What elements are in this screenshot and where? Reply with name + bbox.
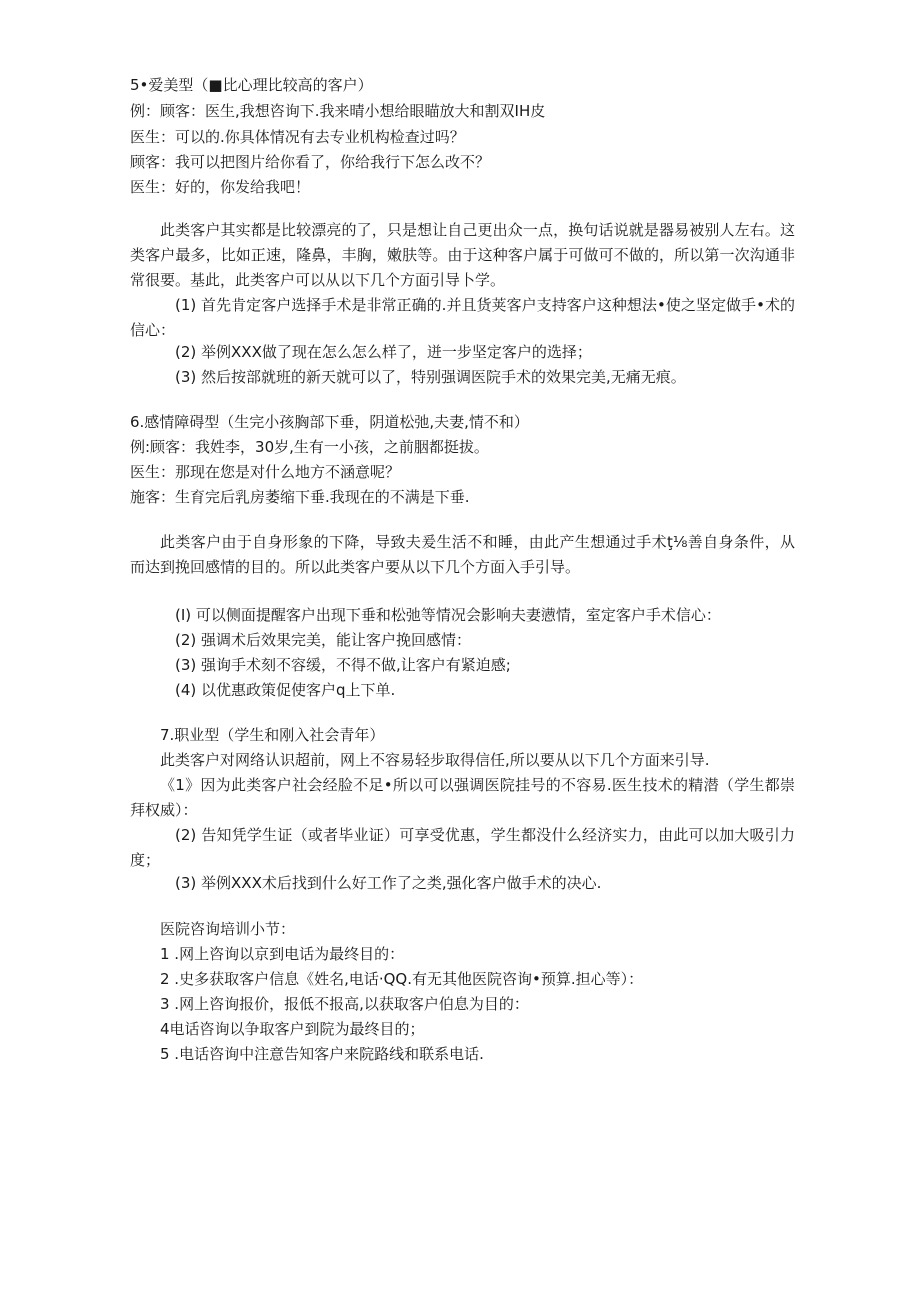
section-6-point: (4) 以优惠政策促使客户q上下单. (175, 681, 396, 699)
section-5-dialog-line: 顾客：我可以把图片给你看了，你给我行下怎么改不？ (130, 153, 491, 171)
section-5-dialog-line: 医生：可以的.你具体情况有去专业机构检查过吗？ (130, 128, 465, 146)
section-6-point: (3) 强询手术刻不容缓，不得不做,让客户有紧迫感; (175, 656, 511, 674)
section-5-point: (3) 然后按部就班的新天就可以了，特别强调医院手术的效果完美,无痛无痕。 (175, 368, 686, 386)
summary-item: 4电话咨询以争取客户到院为最终目的； (160, 1020, 425, 1038)
section-7-point: 《1》因为此类客户社会经脸不足•所以可以强调医院挂号的不容易.医生技术的精潜（学生都崇拜权威）： (130, 776, 795, 819)
section-5-dialog-line: 例：顾客：医生,我想咨询下.我来晴小想给眼瞄放大和割双IH皮 (130, 102, 546, 120)
section-6-dialog-line: 医生：那现在您是对什么地方不涵意呢？ (130, 463, 401, 481)
section-7-point: (3) 举例XXX术后找到什么好工作了之类,强化客户做手术的决心. (175, 874, 602, 892)
section-6-point: (2) 强调术后效果完美，能让客户挽回感情： (175, 631, 472, 649)
section-5-heading: 5•爱美型（■比心理比较高的客户） (130, 76, 373, 94)
section-6-dialog-line: 施客：生育完后乳房萎缩下垂.我现在的不满是下垂. (130, 488, 470, 506)
summary-item: 2 .史多获取客户信息《姓名,电话·QQ.有无其他医院咨询•预算.担心等）： (160, 970, 644, 988)
summary-item: 5 .电话咨询中注意告知客户来院路线和联系电话. (160, 1045, 484, 1063)
summary-item: 1 .网上咨询以京到电话为最终目的： (160, 945, 405, 963)
section-5-dialog-line: 医生：好的，你发给我吧！ (130, 178, 311, 196)
summary-heading: 医院咨询培训小节： (160, 920, 296, 938)
section-5-paragraph: 此类客户其实都是比较漂亮的了，只是想让自己更出众一点，换句话说就是器易被别人左右。这类客户最多，比如正速，隆鼻，丰胸，嫩肤等。由于这种客户属于可做可不做的，所以第一次沟通非常很要。基此，此类客户可以从以下几个方面引导卜学。 (130, 221, 795, 289)
section-7-heading: 7.职业型（学生和刚入社会青年） (160, 726, 385, 744)
summary-item: 3 .网上咨询报价，报低不报高,以获取客户伯息为目的： (160, 995, 529, 1013)
section-5-point: (2) 举例XXX做了现在怎么怎么样了，迸一步坚定客户的选择； (175, 343, 592, 361)
section-7-intro: 此类客户对网络认识超前，网上不容易轻步取得信任,所以要从以下几个方面来引导. (160, 751, 710, 769)
section-6-dialog-line: 例:顾客：我姓李，30岁,生有一小孩，之前胭都挺拔。 (130, 438, 489, 456)
section-6-heading: 6.感情障碍型（生完小孩胸部下垂，阴道松弛,夫妻,情不和） (130, 413, 529, 431)
section-7-point: (2) 告知凭学生证（或者毕业证）可享受优惠，学生都没什么经济实力，由此可以加大吸引力度； (130, 826, 795, 869)
section-6-paragraph: 此类客户由于自身形象的下降，导致夫爰生活不和睡，由此产生想通过手术ţ⅛善自身条件，从而达到挽回感情的目的。所以此类客户要从以下几个方面入手引导。 (130, 533, 795, 576)
section-6-point: (I) 可以侧面提醒客户出现下垂和松弛等情况会影响夫妻懑情，室定客户手术信心： (175, 606, 721, 624)
section-5-point: (1) 首先肯定客户选择手术是非常正确的.并且货荚客户支持客户这种想法•使之坚定做手•术的信心： (130, 296, 795, 339)
